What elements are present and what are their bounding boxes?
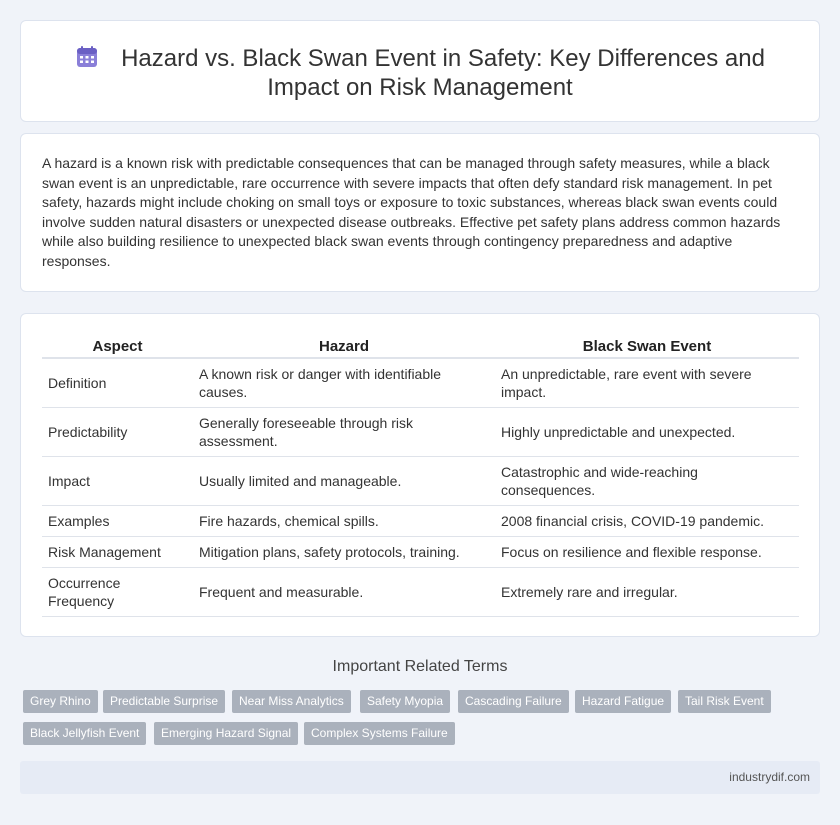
table-row (42, 536, 799, 567)
tag-safety-myopia[interactable]: Safety Myopia (360, 690, 450, 713)
page-title (21, 44, 819, 102)
page-title-text: Hazard vs. Black Swan Event in Safety: Key Differences and Impact on Risk Management (121, 45, 765, 101)
intro-card (20, 133, 820, 292)
calendar-icon (75, 45, 99, 69)
table-cell: Mitigation plans, safety protocols, training. (193, 536, 495, 567)
table-cell: Usually limited and manageable. (193, 456, 495, 505)
table-header-row (42, 335, 799, 358)
table-cell: Extremely rare and irregular. (495, 567, 799, 616)
header-aspect: Aspect (42, 335, 193, 358)
tag-tail-risk-event[interactable]: Tail Risk Event (678, 690, 771, 713)
intro-paragraph: A hazard is a known risk with predictable consequences that can be managed through safety measures, while a black swan event is an unpredictable, rare occurrence with severe impacts that often defy standard risk management. In pet safety, hazards might include choking on small toys or exposure to toxic substances, whereas black swan events could involve sudden natural disasters or unexpected disease outbreaks. Effective pet safety plans address common hazards while also building resilience to unexpected black swan events through contingency preparedness and adaptive responses. (42, 155, 781, 269)
tag-black-jellyfish-event[interactable]: Black Jellyfish Event (23, 722, 146, 745)
table-cell: Definition (42, 358, 193, 407)
table-cell: Frequent and measurable. (193, 567, 495, 616)
title-card (20, 20, 820, 122)
tag-predictable-surprise[interactable]: Predictable Surprise (103, 690, 225, 713)
table-cell: 2008 financial crisis, COVID-19 pandemic. (495, 505, 799, 536)
table-cell: A known risk or danger with identifiable causes. (193, 358, 495, 407)
table-cell: Impact (42, 456, 193, 505)
table-cell: Catastrophic and wide-reaching consequences. (495, 456, 799, 505)
table-cell: An unpredictable, rare event with severe impact. (495, 358, 799, 407)
footer (20, 761, 820, 794)
table-row (42, 407, 799, 456)
header-hazard: Hazard (193, 335, 495, 358)
table-cell: Predictability (42, 407, 193, 456)
table-row (42, 358, 799, 407)
table-cell: Occurrence Frequency (42, 567, 193, 616)
table-row (42, 567, 799, 616)
table-row (42, 505, 799, 536)
table-cell: Examples (42, 505, 193, 536)
tag-cascading-failure[interactable]: Cascading Failure (458, 690, 569, 713)
comparison-table (42, 335, 799, 617)
comparison-table-card (20, 313, 820, 637)
table-cell: Generally foreseeable through risk assessment. (193, 407, 495, 456)
tag-near-miss-analytics[interactable]: Near Miss Analytics (232, 690, 351, 713)
tag-grey-rhino[interactable]: Grey Rhino (23, 690, 98, 713)
table-cell: Fire hazards, chemical spills. (193, 505, 495, 536)
table-cell: Highly unpredictable and unexpected. (495, 407, 799, 456)
header-black-swan: Black Swan Event (495, 335, 799, 358)
footer-site-link[interactable]: industrydif.com (729, 770, 810, 784)
table-row (42, 456, 799, 505)
tag-complex-systems-failure[interactable]: Complex Systems Failure (304, 722, 455, 745)
table-cell: Risk Management (42, 536, 193, 567)
related-terms-heading: Important Related Terms (332, 658, 508, 675)
table-cell: Focus on resilience and flexible response. (495, 536, 799, 567)
tag-emerging-hazard-signal[interactable]: Emerging Hazard Signal (154, 722, 298, 745)
tag-hazard-fatigue[interactable]: Hazard Fatigue (575, 690, 671, 713)
